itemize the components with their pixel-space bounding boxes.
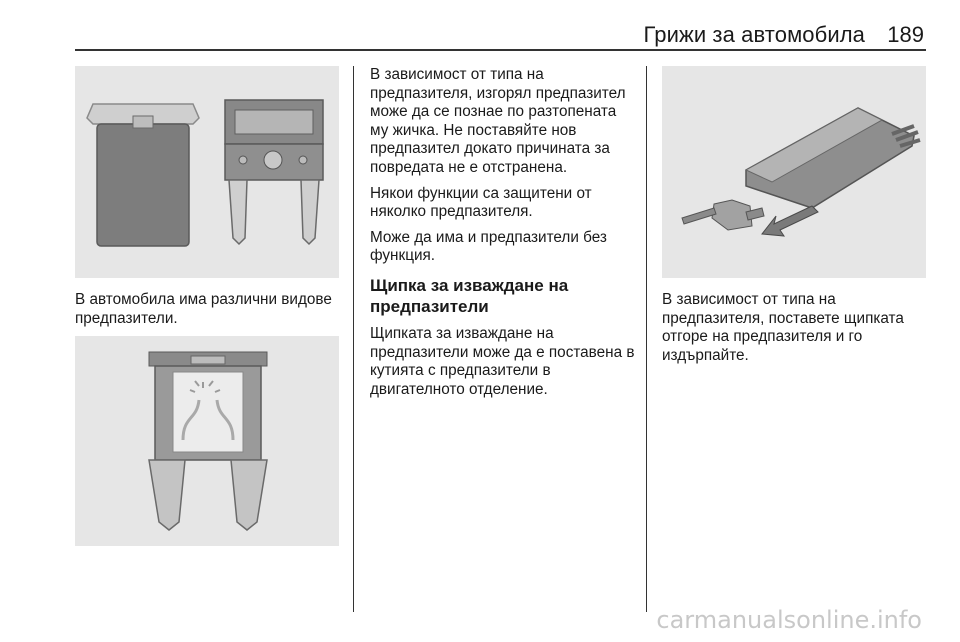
watermark: carmanualsonline.info (656, 606, 922, 634)
page-number: 189 (887, 22, 924, 47)
header-divider (75, 49, 926, 51)
paragraph-blown-fuse: В зависимост от типа на предпазителя, изгорял предпазител може да се познае по разтопената му жичка. Не поставяйте нов предпазител докато причината за повредата не е отстранена. (370, 66, 626, 176)
blown-fuse-figure (75, 336, 339, 546)
running-title: Грижи за автомобила (643, 22, 865, 47)
fuse-puller-illustration (662, 66, 926, 278)
column-divider-left (353, 66, 354, 612)
section-heading-fuse-puller: Щипка за изваждане на предпазители (370, 275, 569, 316)
fuse-puller-figure (662, 66, 926, 278)
fuse-types-illustration (75, 66, 339, 278)
column-divider-right (646, 66, 647, 612)
fuse-types-caption: В автомобила има различни видове предпазители. (75, 291, 332, 327)
fuse-puller-caption: В зависимост от типа на предпазителя, поставете щипката отгоре на предпазителя и го издърпайте. (662, 291, 904, 364)
paragraph-unused-fuses: Може да има и предпазители без функция. (370, 228, 607, 265)
column2-text (370, 66, 636, 399)
blown-fuse-illustration (75, 336, 339, 546)
paragraph-multiple-fuses: Някои функции са защитени от няколко предпазителя. (370, 184, 592, 221)
fuse-types-figure (75, 66, 339, 278)
paragraph-fuse-puller-location: Щипката за изваждане на предпазители може да е поставена в кутията с предпазители в двигателното отделение. (370, 324, 635, 398)
